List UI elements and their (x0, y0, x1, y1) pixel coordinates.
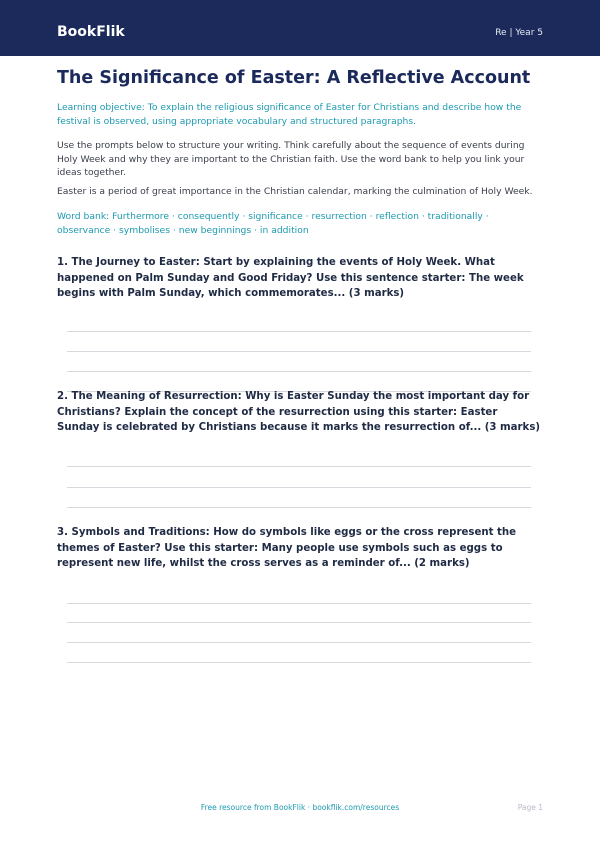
answer-line[interactable] (67, 331, 531, 332)
brand-logo: BookFlik (57, 24, 125, 40)
answer-line[interactable] (67, 371, 531, 372)
intro-text: Easter is a period of great importance in the Christian calendar, marking the culmination of Holy Week. (57, 186, 533, 197)
learning-objective: Learning objective: To explain the religious significance of Easter for Christians and describe how the festival is observed, using appropriate vocabulary and structured paragraphs. (57, 102, 522, 127)
answer-line[interactable] (67, 662, 531, 663)
answer-line[interactable] (67, 507, 531, 508)
question-3: 3. Symbols and Traditions: How do symbols like eggs or the cross represent the themes of Easter? Use this starter: Many people use symbols such as eggs to represent new life, whilst the cross serves as a reminder of... (2 marks) (57, 527, 517, 569)
instructions-text: Use the prompts below to structure your writing. Think carefully about the sequence of events during Holy Week and why they are important to the Christian faith. Use the word bank to help you link your ideas together. (57, 140, 525, 178)
answer-line[interactable] (67, 622, 531, 623)
footer-credit: Free resource from BookFlik · bookflik.com/resources (200, 803, 400, 812)
subject-year-label: Re | Year 5 (495, 28, 543, 38)
answer-line[interactable] (67, 466, 531, 467)
answer-line[interactable] (67, 603, 531, 604)
page-title: The Significance of Easter: A Reflective Account (57, 68, 531, 88)
word-bank: Word bank: Furthermore · consequently · significance · resurrection · reflection · traditionally · observance · symbolises · new beginnings · in addition (57, 211, 489, 236)
page-number: Page 1 (517, 803, 543, 812)
answer-line[interactable] (67, 351, 531, 352)
answer-line[interactable] (67, 487, 531, 488)
question-1: 1. The Journey to Easter: Start by explaining the events of Holy Week. What happened on Palm Sunday and Good Friday? Use this sentence starter: The week begins with Palm Sunday, which commemorates... (3 marks) (57, 257, 524, 299)
page-header (0, 0, 600, 56)
answer-line[interactable] (67, 642, 531, 643)
question-2: 2. The Meaning of Resurrection: Why is Easter Sunday the most important day for Christians? Explain the concept of the resurrection using this starter: Easter Sunday is celebrated by Christians because it marks the resurrection of... (3 marks) (57, 391, 541, 433)
